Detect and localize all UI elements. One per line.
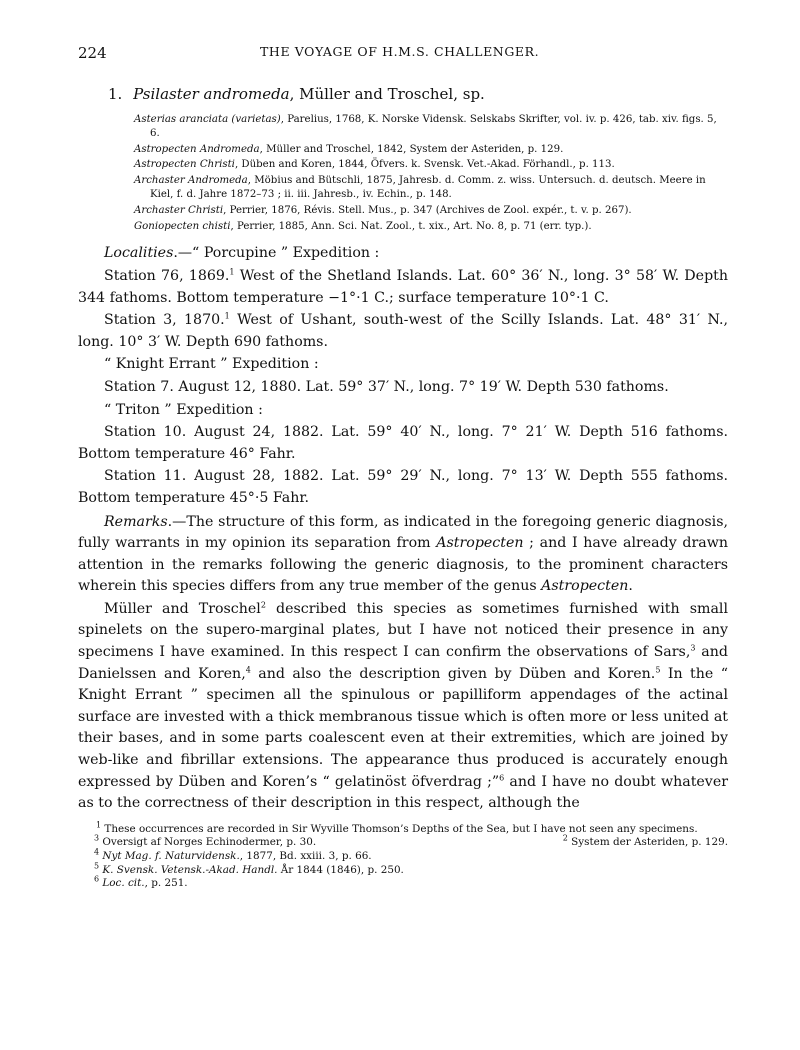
- remarks-text: and also the description given by Düben and Koren.: [250, 665, 656, 682]
- page-header: [78, 44, 728, 70]
- synonym-reference: , Parelius, 1768, K. Norske Vidensk. Selskabs Skrifter, vol. iv. p. 426, tab. xiv. figs. 5, 6.: [150, 114, 717, 139]
- remarks-text: Müller and Troschel: [104, 600, 261, 617]
- remarks-text: .: [628, 578, 633, 595]
- footnote-ref: 3: [690, 643, 696, 653]
- synonym-name: Astropecten Andromeda: [134, 143, 260, 155]
- synonym-entry: [134, 174, 728, 202]
- page-number: 224: [78, 44, 107, 62]
- synonym-reference: , Müller and Troschel, 1842, System der Asteriden, p. 129.: [259, 143, 564, 155]
- knight-errant-heading: “ Knight Errant ” Expedition :: [104, 356, 319, 373]
- triton-heading: “ Triton ” Expedition :: [104, 401, 263, 418]
- species-heading: [78, 84, 728, 104]
- synonym-reference: , Perrier, 1885, Ann. Sci. Nat. Zool., t. xix., Art. No. 8, p. 71 (err. typ.).: [230, 220, 592, 232]
- footnote-ref: 1: [224, 311, 230, 321]
- footnote-ref: 6: [499, 772, 505, 782]
- footnote-mark: 2: [562, 833, 568, 843]
- synonym-reference: , Düben and Koren, 1844, Öfvers. k. Svensk. Vet.-Akad. Förhandl., p. 113.: [234, 159, 615, 171]
- station-7-entry: Station 7. August 12, 1880. Lat. 59° 37′ N., long. 7° 19′ W. Depth 530 fathoms.: [104, 378, 669, 395]
- running-title: THE VOYAGE OF H.M.S. CHALLENGER.: [260, 44, 540, 59]
- station-76-label: Station 76, 1869.: [104, 267, 230, 284]
- station-76-text: West of the Shetland Islands. Lat. 60° 36′ N., long. 3° 58′ W. Depth 344 fathoms. Bottom temperature −1°·1 C.; surface temperature 10°·1 C.: [78, 267, 728, 306]
- synonym-entry: [134, 220, 728, 234]
- footnote-text: , 1877, Bd. xxiii. 3, p. 66.: [239, 850, 372, 862]
- synonym-name: Asterias aranciata (varietas): [134, 114, 281, 125]
- footnote-text: År 1844 (1846), p. 250.: [277, 863, 404, 876]
- synonym-entry: [134, 204, 728, 218]
- footnote-6: [78, 874, 728, 891]
- footnote-citation: Nyt Mag. f. Naturvidensk.: [102, 850, 240, 862]
- synonym-name: Astropecten Christi: [134, 159, 235, 171]
- remarks-text: and Danielssen and Koren,: [78, 644, 728, 682]
- species-number: 1.: [108, 85, 123, 103]
- station-10-entry: Station 10. August 24, 1882. Lat. 59° 40′ N., long. 7° 21′ W. Depth 516 fathoms. Bottom temperature 46° Fahr.: [78, 424, 728, 462]
- genus-name: Astropecten: [436, 535, 524, 552]
- station-3-entry: [78, 310, 728, 353]
- remarks-paragraph-2: [78, 599, 728, 815]
- footnote-4: [78, 847, 728, 864]
- synonym-entry: [134, 158, 728, 172]
- genus-name: Astropecten: [541, 578, 629, 595]
- footnote-citation: K. Svensk. Vetensk.-Akad. Handl.: [102, 863, 278, 876]
- synonym-name: Archaster Christi: [134, 204, 224, 216]
- footnote-ref: 5: [655, 664, 661, 674]
- footnotes: [78, 820, 728, 891]
- station-3-label: Station 3, 1870.: [104, 312, 225, 329]
- station-11-entry: Station 11. August 28, 1882. Lat. 59° 29′ N., long. 7° 13′ W. Depth 555 fathoms. Bottom temperature 45°·5 Fahr.: [78, 468, 728, 506]
- footnote-mark: 3: [94, 833, 100, 843]
- remarks-text: In the “ Knight Errant ” specimen all the spinulous or papilliform appendages of the actinal surface are invested with a thick membranous tissue which is often more or less united at their bases, and in some parts coalescent even at their extremities, which are joined by web-like and fibrillar extensions. The appearance thus produced is accurately enough expressed by Düben and Koren’s “ gelatinöst öfverdrag ;”: [78, 665, 728, 790]
- species-authority: , Müller and Troschel, sp.: [289, 85, 485, 103]
- footnote-citation: Loc. cit.: [102, 877, 145, 890]
- remarks-section: [78, 512, 728, 815]
- footnote-ref: 1: [229, 267, 235, 277]
- station-3-text: West of Ushant, south-west of the Scilly Islands. Lat. 48° 31′ N., long. 10° 3′ W. Depth 690 fathoms.: [78, 312, 728, 350]
- footnote-text: System der Asteriden, p. 129.: [567, 836, 728, 849]
- synonymy-list: [78, 113, 728, 233]
- remarks-text: .—The structure of this form, as indicated in the foregoing generic diagnosis, fully warrants in my opinion its separation from: [78, 513, 728, 552]
- synonym-reference: , Perrier, 1876, Révis. Stell. Mus., p. 347 (Archives de Zool. expér., t. v. p. 267).: [223, 204, 632, 216]
- porcupine-expedition-text: .—“ Porcupine ” Expedition :: [173, 245, 380, 262]
- footnote-mark: 6: [94, 874, 100, 884]
- book-page: [78, 44, 728, 891]
- footnote-ref: 4: [245, 664, 251, 674]
- footnote-ref: 2: [260, 600, 266, 610]
- synonym-name: Goniopecten chisti: [134, 220, 231, 232]
- footnote-5: [78, 861, 728, 878]
- synonym-reference: , Möbius and Bütschli, 1875, Jahresb. d. Comm. z. wiss. Untersuch. d. deutsch. Meere in Kiel, f. d. Jahre 1872–73 ; ii. iii. Jahresb., iv. Echin., p. 148.: [150, 175, 706, 200]
- synonym-entry: [134, 143, 728, 157]
- station-76-entry: [78, 266, 728, 309]
- synonym-entry: [134, 113, 728, 141]
- remarks-paragraph-1: [78, 512, 728, 598]
- remarks-text: ; and I have already drawn attention in the remarks following the generic diagnosis, to the prominent characters wherein this species differs from any true member of the genus: [78, 535, 728, 595]
- footnote-mark: 4: [94, 847, 100, 857]
- remarks-text: and I have no doubt whatever as to the correctness of their description in this respect, although the: [78, 773, 728, 812]
- localities-label: Localities: [104, 245, 174, 262]
- remarks-text: described this species as sometimes furnished with small spinelets on the supero-marginal plates, but I have not noticed their presence in any specimens I have examined. In this respect I can confirm the observations of Sars,: [78, 600, 728, 661]
- footnote-text: Oversigt af Norges Echinodermer, p. 30.: [99, 836, 317, 849]
- porcupine-heading: [78, 243, 728, 265]
- footnote-text: , p. 251.: [144, 877, 188, 890]
- footnote-mark: 5: [94, 861, 100, 871]
- remarks-label: Remarks: [104, 513, 168, 530]
- species-name: Psilaster andromeda: [133, 85, 290, 103]
- synonym-name: Archaster Andromeda: [134, 175, 248, 187]
- footnote-2: [545, 833, 728, 850]
- footnote-text: These occurrences are recorded in Sir Wyville Thomson’s Depths of the Sea, but I have not seen any specimens.: [101, 822, 698, 835]
- footnote-mark: 1: [96, 820, 102, 830]
- localities-section: [78, 243, 728, 509]
